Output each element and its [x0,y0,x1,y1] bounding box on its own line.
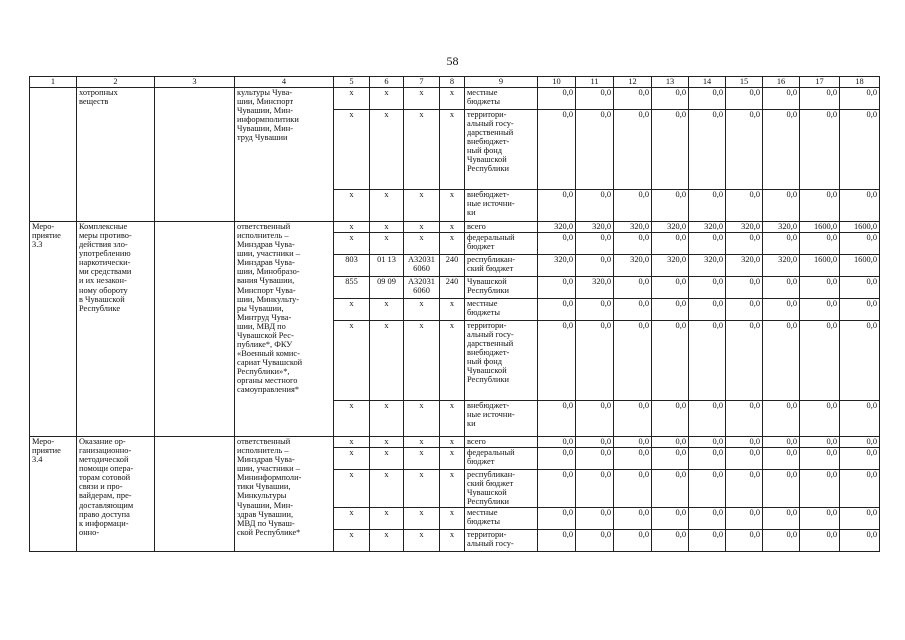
value-cell: 320,0 [576,277,614,299]
value-cell: 0,0 [652,401,689,437]
value-cell: 0,0 [726,190,763,222]
section-code-cell: x [370,110,404,190]
expense-type-cell: x [440,233,465,255]
target-code-cell: x [404,222,440,233]
value-cell: 0,0 [689,277,726,299]
value-cell: 0,0 [576,448,614,470]
value-cell: 0,0 [726,437,763,448]
expense-type-cell: x [440,190,465,222]
value-cell: 0,0 [726,277,763,299]
value-cell: 0,0 [689,321,726,401]
funding-source-cell: внебюджет- ные источни- ки [465,190,538,222]
value-cell: 0,0 [689,233,726,255]
column-number-16: 16 [763,77,800,88]
value-cell: 0,0 [652,110,689,190]
value-cell: 0,0 [840,277,880,299]
funding-source-cell: территори- альный госу- [465,530,538,552]
target-code-cell: x [404,233,440,255]
funding-source-cell: Чувашской Республики [465,277,538,299]
value-cell: 0,0 [576,88,614,110]
column-number-12: 12 [614,77,652,88]
expense-type-cell: x [440,401,465,437]
target-code-cell: А32031 6060 [404,255,440,277]
budget-code-cell: x [334,437,370,448]
value-cell: 0,0 [652,437,689,448]
section-code-cell: x [370,508,404,530]
expense-type-cell: x [440,448,465,470]
event-number-cell: Меро- приятие 3.4 [30,437,77,552]
value-cell: 0,0 [652,190,689,222]
value-cell: 320,0 [726,222,763,233]
column-number-7: 7 [404,77,440,88]
column-number-2: 2 [77,77,155,88]
column-number-17: 17 [800,77,840,88]
section-code-cell: x [370,448,404,470]
value-cell: 0,0 [614,299,652,321]
value-cell: 0,0 [763,530,800,552]
value-cell: 0,0 [763,437,800,448]
value-cell: 0,0 [538,321,576,401]
expense-type-cell: x [440,470,465,508]
value-cell: 0,0 [689,508,726,530]
value-cell: 0,0 [614,448,652,470]
value-cell: 320,0 [576,222,614,233]
expense-type-cell: x [440,321,465,401]
column-number-row [30,77,880,88]
value-cell: 0,0 [840,448,880,470]
value-cell: 0,0 [614,401,652,437]
value-cell: 0,0 [614,470,652,508]
value-cell: 0,0 [538,470,576,508]
value-cell: 0,0 [538,88,576,110]
value-cell: 0,0 [538,437,576,448]
budget-code-cell: x [334,470,370,508]
value-cell: 320,0 [726,255,763,277]
budget-code-cell: x [334,222,370,233]
funding-source-cell: местные бюджеты [465,299,538,321]
section-code-cell: x [370,88,404,110]
value-cell: 0,0 [840,437,880,448]
value-cell: 0,0 [652,233,689,255]
value-cell: 0,0 [652,530,689,552]
table-row [30,222,880,233]
value-cell: 0,0 [763,448,800,470]
budget-code-cell: x [334,233,370,255]
value-cell: 0,0 [576,321,614,401]
empty-cell [155,222,235,437]
value-cell: 0,0 [652,470,689,508]
table-row [30,437,880,448]
funding-source-cell: местные бюджеты [465,508,538,530]
budget-code-cell: x [334,530,370,552]
value-cell: 0,0 [840,321,880,401]
funding-source-cell: внебюджет- ные источни- ки [465,401,538,437]
value-cell: 0,0 [614,88,652,110]
value-cell: 0,0 [689,448,726,470]
value-cell: 0,0 [726,448,763,470]
column-number-6: 6 [370,77,404,88]
responsible-executor-cell: культуры Чува- шии, Минспорт Чувашии, Мин- информполитики Чувашии, Мин- труд Чувашии [235,88,334,222]
value-cell: 0,0 [576,437,614,448]
value-cell: 0,0 [538,508,576,530]
value-cell: 320,0 [538,222,576,233]
value-cell: 0,0 [800,530,840,552]
expense-type-cell: x [440,222,465,233]
target-code-cell: x [404,470,440,508]
column-number-15: 15 [726,77,763,88]
budget-code-cell: x [334,321,370,401]
value-cell: 0,0 [689,401,726,437]
value-cell: 0,0 [614,110,652,190]
value-cell: 0,0 [800,110,840,190]
value-cell: 0,0 [800,508,840,530]
target-code-cell: x [404,321,440,401]
value-cell: 320,0 [689,222,726,233]
budget-code-cell: 855 [334,277,370,299]
page-number: 58 [446,54,459,68]
column-number-1: 1 [30,77,77,88]
section-code-cell: 01 13 [370,255,404,277]
value-cell: 0,0 [689,88,726,110]
value-cell: 320,0 [689,255,726,277]
expense-type-cell: x [440,88,465,110]
value-cell: 0,0 [538,401,576,437]
target-code-cell: x [404,299,440,321]
value-cell: 0,0 [614,437,652,448]
value-cell: 0,0 [538,299,576,321]
expense-type-cell: x [440,530,465,552]
budget-code-cell: x [334,299,370,321]
target-code-cell: x [404,110,440,190]
value-cell: 0,0 [614,277,652,299]
value-cell: 0,0 [763,110,800,190]
expense-type-cell: 240 [440,255,465,277]
value-cell: 0,0 [538,530,576,552]
value-cell: 0,0 [726,470,763,508]
value-cell: 0,0 [840,88,880,110]
section-code-cell: x [370,299,404,321]
section-code-cell: x [370,233,404,255]
funding-source-cell: республикан- ский бюджет [465,255,538,277]
section-code-cell: x [370,470,404,508]
value-cell: 0,0 [840,190,880,222]
value-cell: 0,0 [800,233,840,255]
value-cell: 0,0 [689,299,726,321]
value-cell: 0,0 [800,190,840,222]
value-cell: 0,0 [763,508,800,530]
funding-source-cell: всего [465,222,538,233]
value-cell: 0,0 [840,299,880,321]
event-name-cell: Оказание ор- ганизационно- методической помощи опера- торам сотовой связи и про- вайдерам, пре- доставляющим право доступа к информаци- онно- [77,437,155,552]
value-cell: 0,0 [800,401,840,437]
expense-type-cell: x [440,508,465,530]
event-number-cell: Меро- приятие 3.3 [30,222,77,437]
value-cell: 0,0 [614,508,652,530]
value-cell: 0,0 [800,321,840,401]
value-cell: 0,0 [689,190,726,222]
value-cell: 0,0 [689,110,726,190]
section-code-cell: x [370,222,404,233]
value-cell: 0,0 [763,321,800,401]
value-cell: 0,0 [652,321,689,401]
expense-type-cell: x [440,299,465,321]
target-code-cell: x [404,190,440,222]
budget-code-cell: x [334,508,370,530]
value-cell: 0,0 [726,233,763,255]
value-cell: 0,0 [576,530,614,552]
value-cell: 0,0 [840,530,880,552]
value-cell: 0,0 [763,277,800,299]
budget-code-cell: x [334,88,370,110]
target-code-cell: x [404,401,440,437]
budget-code-cell: x [334,110,370,190]
value-cell: 0,0 [576,110,614,190]
column-number-8: 8 [440,77,465,88]
value-cell: 0,0 [538,190,576,222]
value-cell: 0,0 [840,110,880,190]
column-number-9: 9 [465,77,538,88]
section-code-cell: x [370,530,404,552]
funding-table [29,76,880,552]
value-cell: 0,0 [726,110,763,190]
value-cell: 0,0 [800,277,840,299]
value-cell: 0,0 [840,470,880,508]
section-code-cell: x [370,401,404,437]
value-cell: 1600,0 [840,222,880,233]
funding-source-cell: федеральный бюджет [465,448,538,470]
value-cell: 0,0 [538,233,576,255]
funding-source-cell: республикан- ский бюджет Чувашской Республики [465,470,538,508]
value-cell: 0,0 [726,401,763,437]
value-cell: 0,0 [726,88,763,110]
value-cell: 0,0 [763,470,800,508]
target-code-cell: x [404,530,440,552]
value-cell: 0,0 [576,190,614,222]
value-cell: 0,0 [576,299,614,321]
budget-code-cell: 803 [334,255,370,277]
value-cell: 0,0 [538,277,576,299]
column-number-14: 14 [689,77,726,88]
value-cell: 0,0 [614,233,652,255]
value-cell: 0,0 [763,401,800,437]
column-number-13: 13 [652,77,689,88]
event-name-cell: Комплексные меры противо- действия зло- употреблению наркотически- ми средствами и их незакон- ному обороту в Чувашской Республике [77,222,155,437]
empty-cell [155,437,235,552]
value-cell: 0,0 [763,233,800,255]
responsible-executor-cell: ответственный исполнитель – Минздрав Чува- шии, участники – Мининформполи- тики Чувашии, Минкультуры Чувашии, Мин- здрав Чувашии, МВД по Чуваш- ской Республике* [235,437,334,552]
value-cell: 0,0 [652,88,689,110]
value-cell: 0,0 [726,321,763,401]
budget-code-cell: x [334,190,370,222]
value-cell: 0,0 [576,470,614,508]
column-number-11: 11 [576,77,614,88]
expense-type-cell: x [440,110,465,190]
target-code-cell: x [404,88,440,110]
expense-type-cell: x [440,437,465,448]
value-cell: 0,0 [652,448,689,470]
section-code-cell: x [370,437,404,448]
value-cell: 0,0 [800,299,840,321]
value-cell: 0,0 [800,470,840,508]
target-code-cell: x [404,448,440,470]
value-cell: 0,0 [689,437,726,448]
value-cell: 320,0 [763,255,800,277]
target-code-cell: x [404,437,440,448]
value-cell: 0,0 [538,110,576,190]
column-number-5: 5 [334,77,370,88]
funding-source-cell: всего [465,437,538,448]
value-cell: 0,0 [763,88,800,110]
empty-cell [155,88,235,222]
value-cell: 0,0 [614,321,652,401]
value-cell: 0,0 [652,508,689,530]
value-cell: 320,0 [614,222,652,233]
value-cell: 0,0 [763,299,800,321]
value-cell: 1600,0 [840,255,880,277]
value-cell: 0,0 [800,88,840,110]
value-cell: 0,0 [576,508,614,530]
value-cell: 0,0 [840,401,880,437]
value-cell: 0,0 [614,190,652,222]
value-cell: 0,0 [840,508,880,530]
funding-source-cell: федеральный бюджет [465,233,538,255]
value-cell: 0,0 [840,233,880,255]
value-cell: 0,0 [614,530,652,552]
value-cell: 0,0 [763,190,800,222]
value-cell: 320,0 [652,255,689,277]
value-cell: 0,0 [538,448,576,470]
expense-type-cell: 240 [440,277,465,299]
budget-code-cell: x [334,448,370,470]
target-code-cell: А32031 6060 [404,277,440,299]
value-cell: 0,0 [726,299,763,321]
value-cell: 0,0 [726,508,763,530]
value-cell: 320,0 [538,255,576,277]
column-number-10: 10 [538,77,576,88]
value-cell: 0,0 [576,401,614,437]
value-cell: 0,0 [652,299,689,321]
section-code-cell: 09 09 [370,277,404,299]
column-number-4: 4 [235,77,334,88]
funding-source-cell: территори- альный госу- дарственный внебюджет- ный фонд Чувашской Республики [465,321,538,401]
value-cell: 0,0 [576,255,614,277]
event-name-cell: хотропных веществ [77,88,155,222]
column-number-3: 3 [155,77,235,88]
value-cell: 0,0 [576,233,614,255]
funding-source-cell: местные бюджеты [465,88,538,110]
value-cell: 0,0 [800,448,840,470]
value-cell: 0,0 [652,277,689,299]
budget-code-cell: x [334,401,370,437]
value-cell: 320,0 [763,222,800,233]
funding-source-cell: территори- альный госу- дарственный внебюджет- ный фонд Чувашской Республики [465,110,538,190]
responsible-executor-cell: ответственный исполнитель – Минздрав Чува- шии, участники – Минздрав Чува- шии, Минобразо- вания Чувашии, Минспорт Чува- шии, Минкульту- ры Чувашии, Минтруд Чува- шии, МВД по Чувашской Рес- публике*, ФКУ «Военный комис- сариат Чувашской Республики»*, органы местного самоуправления* [235,222,334,437]
value-cell: 320,0 [652,222,689,233]
target-code-cell: x [404,508,440,530]
value-cell: 0,0 [726,530,763,552]
value-cell: 0,0 [800,437,840,448]
value-cell: 1600,0 [800,255,840,277]
value-cell: 1600,0 [800,222,840,233]
section-code-cell: x [370,321,404,401]
event-number-cell [30,88,77,222]
value-cell: 0,0 [689,530,726,552]
table-row [30,88,880,110]
section-code-cell: x [370,190,404,222]
value-cell: 320,0 [614,255,652,277]
column-number-18: 18 [840,77,880,88]
value-cell: 0,0 [689,470,726,508]
